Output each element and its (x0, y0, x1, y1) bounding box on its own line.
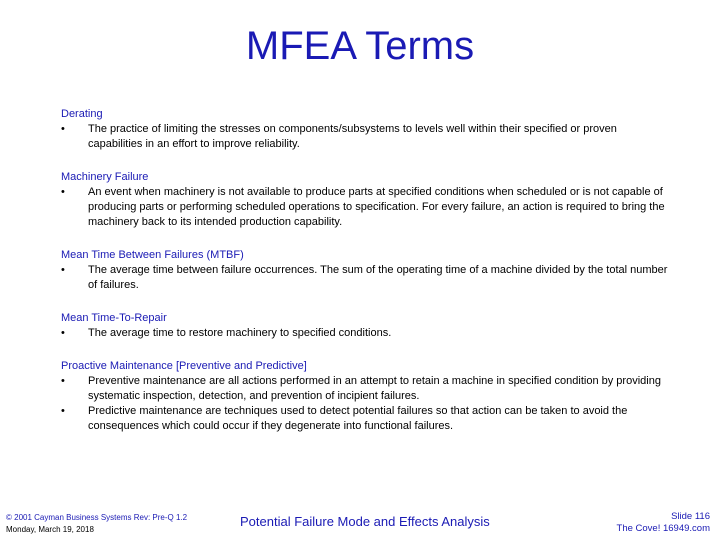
term-definition (61, 185, 671, 230)
term-machinery-failure (61, 169, 671, 230)
term-proactive-maintenance (61, 358, 671, 434)
bullet-marker: • (61, 327, 65, 339)
term-mttr (61, 310, 671, 341)
slide-title: MFEA Terms (245, 24, 475, 68)
term-mtbf (61, 247, 671, 293)
footer-slide-info (617, 511, 710, 535)
slide-number: Slide 116 (671, 511, 710, 522)
bullet-marker: • (61, 375, 65, 387)
bullet-marker: • (61, 405, 65, 417)
term-derating (61, 106, 671, 152)
term-label: Mean Time Between Failures (MTBF) (61, 249, 244, 261)
bullet-marker: • (61, 186, 65, 198)
definition-text: Preventive maintenance are all actions performed in an attempt to retain a machine in specified condition by providing systematic inspection, detection, and prevention of incipient failures. (88, 375, 661, 402)
definition-text: The average time to restore machinery to specified conditions. (88, 327, 392, 339)
term-label: Derating (61, 108, 103, 120)
footer-title: Potential Failure Mode and Effects Analysis (240, 514, 490, 529)
definition-text: The practice of limiting the stresses on components/subsystems to levels well within their specified or proven capabilities in an effort to improve reliability. (88, 123, 617, 150)
terms-list (61, 106, 671, 451)
footer-copyright: © 2001 Cayman Business Systems Rev: Pre-Q 1.2 (6, 513, 188, 522)
term-definition (61, 263, 671, 293)
definition-text: The average time between failure occurrences. The sum of the operating time of a machine divided by the total number of failures. (88, 264, 668, 291)
term-label: Mean Time-To-Repair (61, 312, 167, 324)
term-definition (61, 326, 671, 341)
bullet-marker: • (61, 264, 65, 276)
bullet-marker: • (61, 123, 65, 135)
term-definition (61, 122, 671, 152)
definition-text: Predictive maintenance are techniques used to detect potential failures so that action can be taken to avoid the consequences which could occur if they degenerate into functional failures. (88, 405, 628, 432)
term-label: Machinery Failure (61, 171, 149, 183)
footer-date: Monday, March 19, 2018 (6, 525, 94, 534)
definition-text: An event when machinery is not available to produce parts at specified conditions when scheduled or is not capable of producing parts or performing scheduled operations to specification. For every failure, an action is required to bring the machinery back to its intended production capability. (88, 186, 665, 228)
term-definition (61, 404, 671, 434)
term-definition (61, 374, 671, 404)
footer-copyright-block (6, 512, 187, 536)
footer-site: The Cove! 16949.com (616, 523, 710, 534)
term-label: Proactive Maintenance [Preventive and Predictive] (61, 360, 307, 372)
